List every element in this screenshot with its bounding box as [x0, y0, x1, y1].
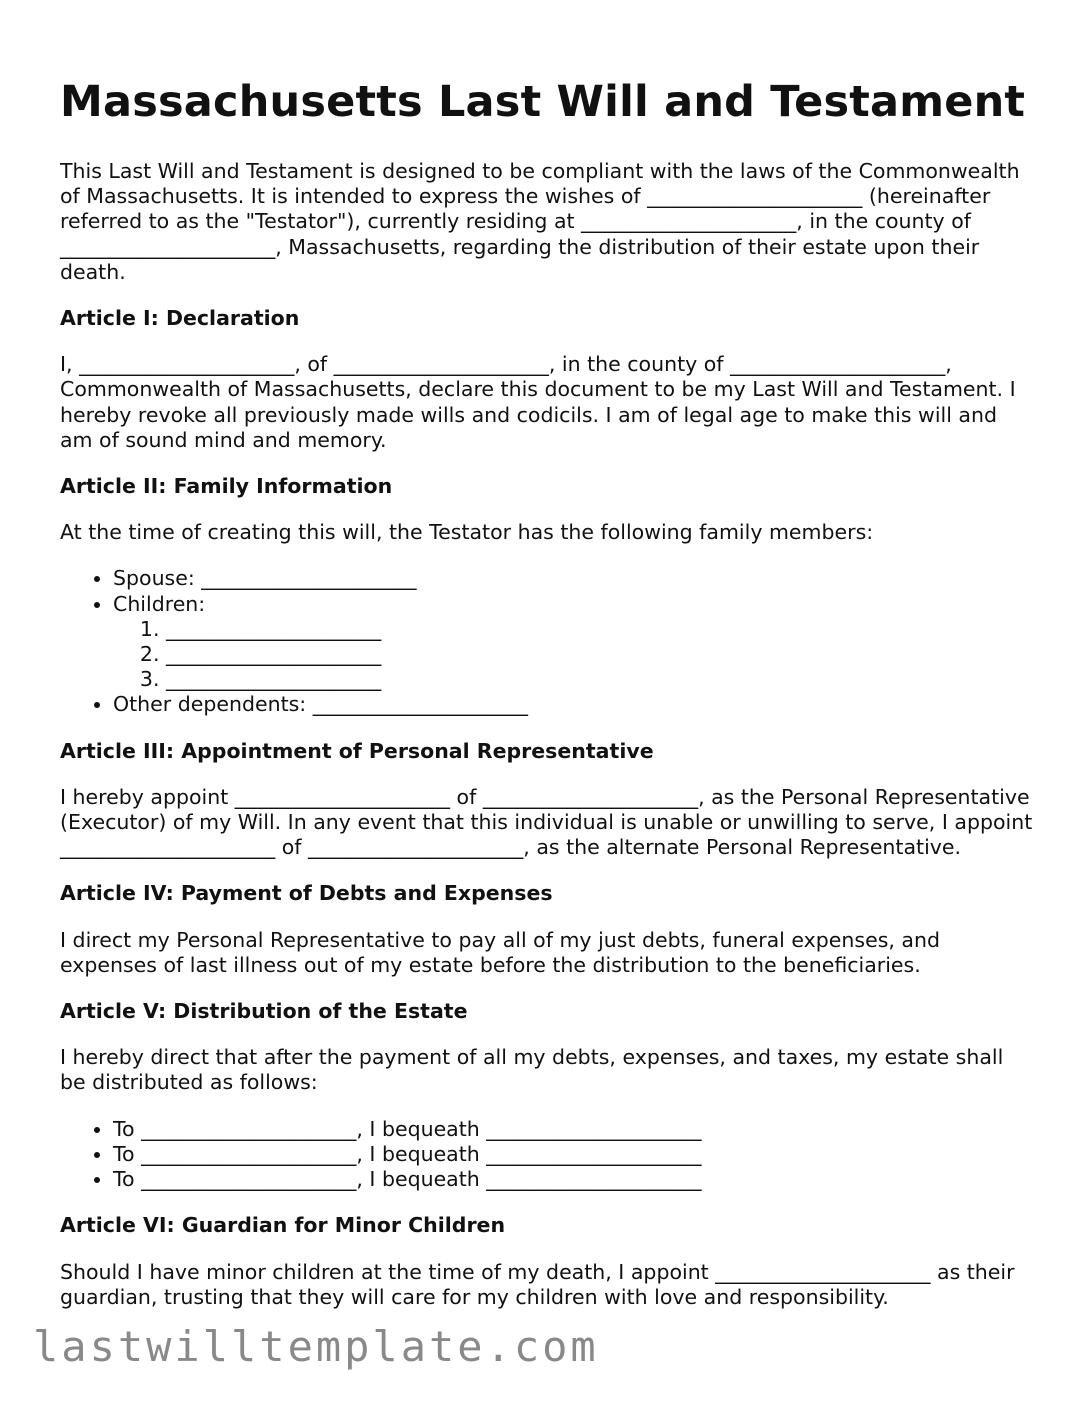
bequest-item: • To _____________________, I bequeath _____________________	[113, 1117, 1035, 1142]
bequest-item: • To _____________________, I bequeath _____________________	[113, 1167, 1035, 1192]
bequest-item: • To _____________________, I bequeath _____________________	[113, 1142, 1035, 1167]
article-4-body: I direct my Personal Representative to pay all of my just debts, funeral expenses, and expenses of last illness out of my estate before the distribution to the beneficiaries.	[60, 927, 940, 977]
article-3-heading: Article III: Appointment of Personal Representative	[60, 738, 654, 763]
child-item: 2. _____________________	[166, 642, 1035, 667]
bequest-list	[60, 1117, 1035, 1193]
article-1-body: I, _____________________, of _____________________, in the county of _____________________, Commonwealth of Massachusetts, declare this document to be my Last Will and Testament. I hereby revoke all previously made wills and codicils. I am of legal age to make this will and am of sound mind and memory.	[60, 352, 1016, 452]
document-title: Massachusetts Last Will and Testament	[60, 77, 1026, 127]
child-item: 1. _____________________	[166, 617, 1035, 642]
article-4-heading: Article IV: Payment of Debts and Expenses	[60, 881, 553, 906]
article-6-heading: Article VI: Guardian for Minor Children	[60, 1213, 506, 1238]
article-2-heading: Article II: Family Information	[60, 474, 393, 499]
other-dependents-item: • Other dependents: _____________________	[113, 692, 1035, 717]
article-5-body: I hereby direct that after the payment of all my debts, expenses, and taxes, my estate shall be distributed as follows:	[60, 1045, 1004, 1095]
children-list	[113, 617, 1035, 693]
child-item: 3. _____________________	[166, 667, 1035, 692]
intro-paragraph: This Last Will and Testament is designed to be compliant with the laws of the Commonwealth of Massachusetts. It is intended to express the wishes of _____________________ (hereinafter referred to as the "Testator"), currently residing at _____________________, in the county of _____________________, Massachusetts, regarding the distribution of their estate upon their death.	[60, 159, 1020, 284]
spouse-item: • Spouse: _____________________	[113, 566, 1035, 591]
article-3-body: I hereby appoint _____________________ of _____________________, as the Personal Representative (Executor) of my Will. In any event that this individual is unable or unwilling to serve, I appoint _____________________ of _____________________, as the alternate Personal Representative.	[60, 784, 1033, 860]
article-1-heading: Article I: Declaration	[60, 306, 300, 331]
article-6-body: Should I have minor children at the time of my death, I appoint _____________________ as their guardian, trusting that they will care for my children with love and responsibility.	[60, 1259, 1015, 1309]
article-5-heading: Article V: Distribution of the Estate	[60, 999, 468, 1024]
site-watermark: lastwilltemplate.com	[33, 1322, 599, 1371]
children-label: Children:	[113, 591, 206, 616]
family-list	[60, 566, 1035, 717]
article-2-body: At the time of creating this will, the Testator has the following family members:	[60, 520, 874, 545]
children-item	[113, 592, 1035, 693]
will-document	[60, 72, 1035, 1331]
